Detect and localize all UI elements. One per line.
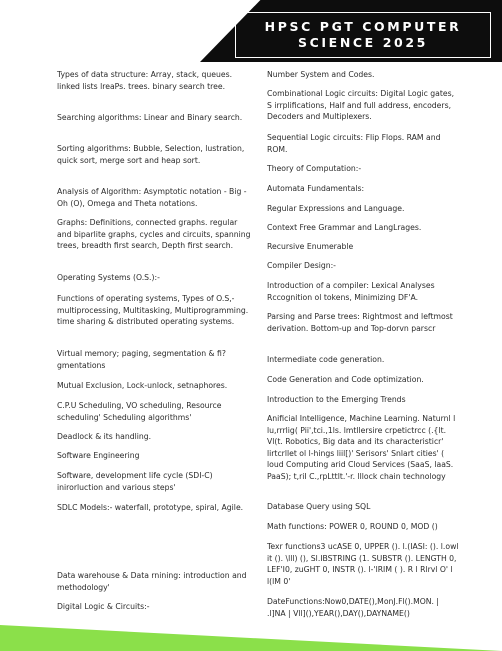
syllabus-item: Graphs: Definitions, connected graphs. regular and biparlite graphs, cycles and circuits, spanning trees, breadth first search, Depth first search. (57, 218, 251, 251)
syllabus-item: Mutual Exclusion, Lock-unlock, setnaphores. (57, 381, 228, 390)
syllabus-item: Searching algorithms: Linear and Binary search. (57, 113, 243, 122)
syllabus-item: Software, development life cycle (SDI-C) inirorluction and various steps' (57, 471, 213, 492)
syllabus-item: Anificial Intelligence, Machine Learning. Naturnl l lu,rrrlig( Pii',tci.,1ls. lmtllersire crpetictrcc (.{lt. Vl(t. Robotics, Big data and its characteristicr' lirtcrllet ol l-hings liil[)' Serisors' Snlart cities' ( loud Computing arid Cloud Services (SaaS, laaS. PaaS); t,riI C.,rpLttlt.'-r. lllock chain technology (267, 414, 456, 481)
page-title (235, 12, 491, 58)
syllabus-item: SDLC Models:- waterfall, prototype, spiral, Agile. (57, 503, 244, 512)
syllabus-item: Automata Fundamentals: (267, 184, 365, 193)
syllabus-item: Sorting algorithms: Bubble, Selection, lustration, quick sort, merge sort and heap sort. (57, 144, 245, 165)
syllabus-item: DateFunctions:Now0,DATE(),MonJ.Fl().MON. | .l]NA | Vll](),YEAR(),DAY(),DAYNAME() (267, 597, 440, 618)
syllabus-item: Regular Expressions and Language. (267, 204, 405, 213)
syllabus-item: Data warehouse & Data rnining: introduction and methodology' (57, 571, 247, 592)
syllabus-item: Virtual memory; paging, segmentation & fi?gmentations (57, 349, 226, 370)
syllabus-item: C.P.U Scheduling, VO scheduling, Resource scheduling' Scheduling algorithms' (57, 401, 222, 422)
page-title-line-1: HPSC PGT COMPUTER (264, 19, 462, 34)
syllabus-item: Combinational Logic circuits: Digital Logic gates, S irrplifications, Half and full address, encoders, Decoders and Multiplexers. (267, 89, 455, 122)
syllabus-item: Texr functions3 ucASE 0, UPPER (). l.(IASI: (). l.owl it (). \lll) (), Sl.IBSTRING (1. SUBSTR (). LENGTH 0, LEF'I0, zuGHT 0, INSTR (). l-'lRIM ( ). R l Rlrvl O' l l(lM 0' (267, 542, 459, 586)
section-heading-os: Operating Systems (O.S.):- (57, 273, 160, 282)
section-heading-sql: Database Query using SQL (267, 502, 371, 511)
syllabus-item: Deadlock & its handling. (57, 432, 152, 441)
syllabus-item: Types of data structure: Array, stack, queues. linked lists lreaPs. trees. binary search tree. (57, 70, 233, 91)
page-title-line-2: SCIENCE 2025 (298, 35, 428, 50)
syllabus-item: Functions of operating systems, Types of O.S,- multiprocessing, Multitasking, Multiprogramming. time sharing & distributed operating systems. (57, 294, 249, 327)
syllabus-item: Recursive Enumerable (267, 242, 354, 251)
section-heading-theory-of-computation: Theory of Computation:- (267, 164, 362, 173)
section-heading-software-engineering: Software Engineering (57, 451, 140, 460)
syllabus-item: Math functions: POWER 0, ROUND 0, MOD () (267, 522, 438, 531)
syllabus-item: Number System and Codes. (267, 70, 375, 79)
section-heading-emerging-trends: Introduction to the Emerging Trends (267, 395, 406, 404)
syllabus-item: Sequential Logic circuits: Flip Flops. RAM and ROM. (267, 133, 441, 154)
section-heading-digital-logic: Digital Logic & Circuits:- (57, 602, 150, 611)
syllabus-item: Context Free Grammar and LangLrages. (267, 223, 422, 232)
syllabus-item: Code Generation and Code optimization. (267, 375, 424, 384)
syllabus-item: Introduction of a compiler: Lexical Analyses Rccognition ol tokens, Minimizing DF'A. (267, 281, 435, 302)
section-heading-compiler-design: Compiler Design:- (267, 261, 336, 270)
syllabus-item: Analysis of Algorithm: Asymptotic notation - Big - Oh (O), Omega and Theta notations. (57, 187, 247, 208)
syllabus-item: Intermediate code generation. (267, 355, 385, 364)
syllabus-item: Parsing and Parse trees: Rightmost and leftmost derivation. Bottom-up and Top-dorvn parscr (267, 312, 453, 333)
